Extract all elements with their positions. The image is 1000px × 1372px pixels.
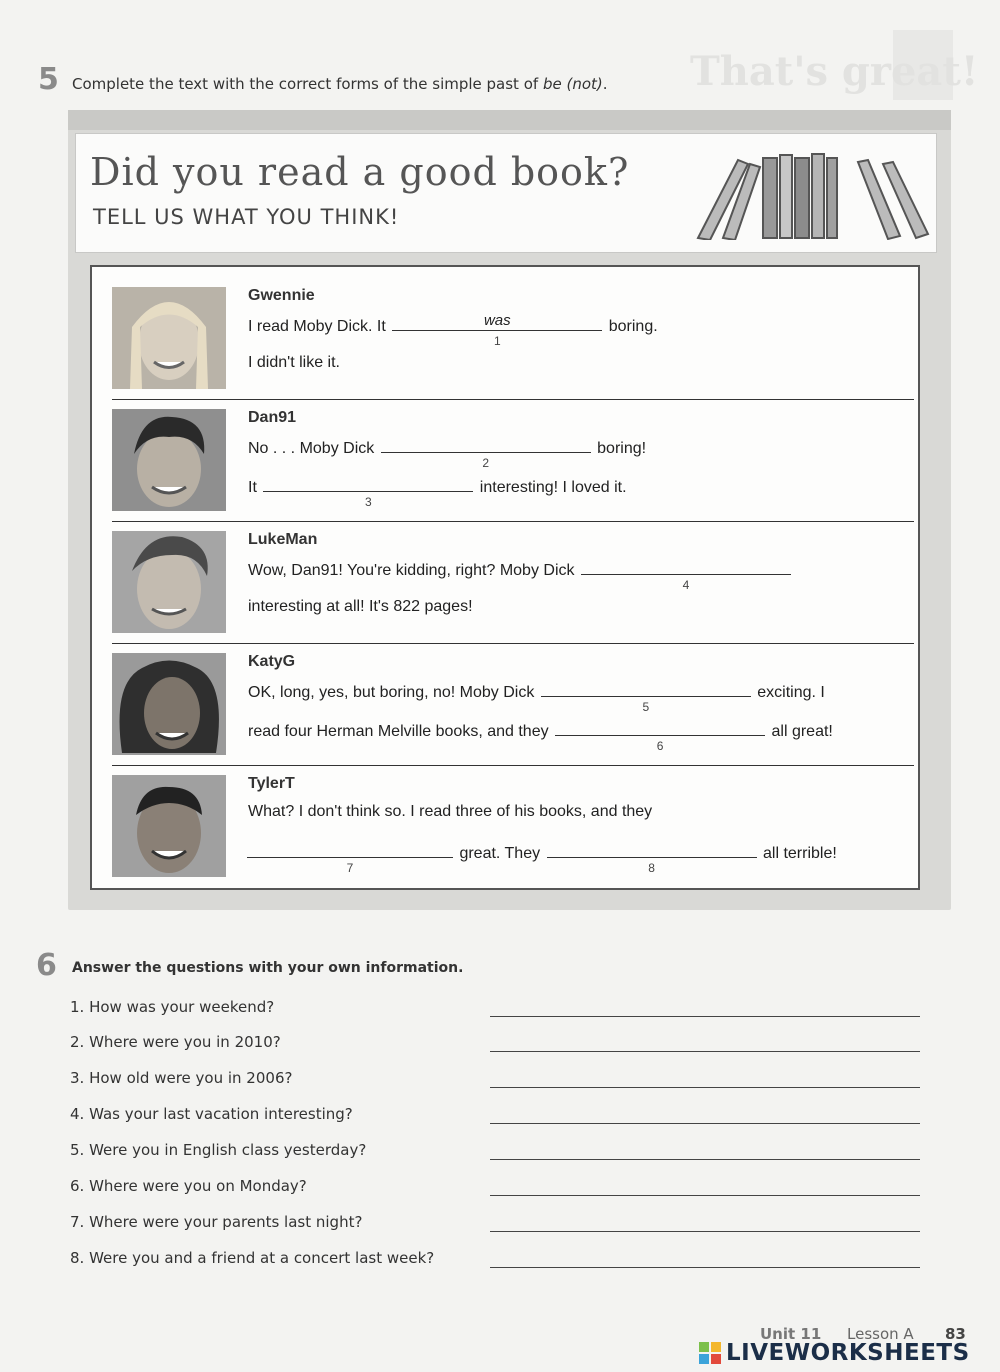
answer-blank-8[interactable]: 8 — [547, 842, 757, 858]
post-text-line: OK, long, yes, but boring, no! Moby Dick 5 exciting. I — [248, 681, 825, 702]
answer-blank-4[interactable]: 4 — [581, 559, 791, 575]
page-subtitle: TELL US WHAT YOU THINK! — [93, 205, 400, 229]
avatar — [112, 531, 226, 633]
liveworksheets-watermark: LIVEWORKSHEETS — [726, 1340, 970, 1366]
username: Dan91 — [248, 409, 297, 426]
answer-line[interactable] — [490, 1016, 920, 1017]
avatar — [112, 775, 226, 877]
exercise-6-number: 6 — [36, 948, 57, 983]
answer-blank-1[interactable]: was 1 — [392, 315, 602, 331]
answer-line[interactable] — [490, 1087, 920, 1088]
question: 1. How was your weekend? — [70, 998, 275, 1016]
avatar — [112, 409, 226, 511]
question: 2. Where were you in 2010? — [70, 1033, 281, 1051]
footer-lesson: Lesson A — [847, 1325, 914, 1343]
avatar — [112, 287, 226, 389]
answer-blank-3[interactable]: 3 — [263, 476, 473, 492]
divider — [112, 521, 914, 522]
answer-blank-2[interactable]: 2 — [381, 437, 591, 453]
username: TylerT — [248, 775, 295, 792]
answer-blank-7[interactable]: 7 — [247, 842, 453, 858]
page-number: 83 — [945, 1325, 966, 1343]
question: 3. How old were you in 2006? — [70, 1069, 293, 1087]
post-text-line: Wow, Dan91! You're kidding, right? Moby Dick 4 — [248, 559, 793, 580]
post-text-line: What? I don't think so. I read three of his books, and they — [248, 803, 653, 820]
divider — [112, 765, 914, 766]
answer-line[interactable] — [490, 1231, 920, 1232]
username: LukeMan — [248, 531, 318, 548]
question: 5. Were you in English class yesterday? — [70, 1141, 367, 1159]
question: 8. Were you and a friend at a concert last week? — [70, 1249, 435, 1267]
exercise-5-number: 5 — [38, 62, 59, 97]
post-text-line: I read Moby Dick. It was 1 boring. — [248, 312, 658, 348]
background-heading: That's great! — [690, 48, 979, 95]
answer-line[interactable] — [490, 1195, 920, 1196]
books-illustration — [688, 150, 938, 240]
answer-blank-5[interactable]: 5 — [541, 681, 751, 697]
post-text-line: interesting at all! It's 822 pages! — [248, 598, 473, 615]
answer-blank-6[interactable]: 6 — [555, 720, 765, 736]
post-text-line: I didn't like it. — [248, 354, 340, 371]
exercise-5-instruction: Complete the text with the correct forms of the simple past of be (not). — [72, 75, 608, 93]
question: 4. Was your last vacation interesting? — [70, 1105, 353, 1123]
avatar — [112, 653, 226, 755]
post-text-line: It 3 interesting! I loved it. — [248, 476, 627, 497]
forum-thread — [90, 265, 920, 890]
post-text-line: No . . . Moby Dick 2 boring! — [248, 437, 646, 458]
exercise-6-instruction: Answer the questions with your own information. — [72, 960, 464, 976]
question: 7. Where were your parents last night? — [70, 1213, 363, 1231]
answer-line[interactable] — [490, 1267, 920, 1268]
divider — [112, 399, 914, 400]
footer-unit: Unit 11 — [760, 1325, 822, 1343]
answer-line[interactable] — [490, 1123, 920, 1124]
question: 6. Where were you on Monday? — [70, 1177, 307, 1195]
answer-line[interactable] — [490, 1159, 920, 1160]
divider — [112, 643, 914, 644]
liveworksheets-logo-icon — [699, 1342, 721, 1364]
answer-line[interactable] — [490, 1051, 920, 1052]
page-title: Did you read a good book? — [90, 150, 630, 194]
username: Gwennie — [248, 287, 315, 304]
panel-top-bar — [68, 110, 951, 130]
post-text-line: 7 great. They 8 all terrible! — [245, 842, 837, 863]
post-text-line: read four Herman Melville books, and they 6 all great! — [248, 720, 833, 741]
username: KatyG — [248, 653, 296, 670]
